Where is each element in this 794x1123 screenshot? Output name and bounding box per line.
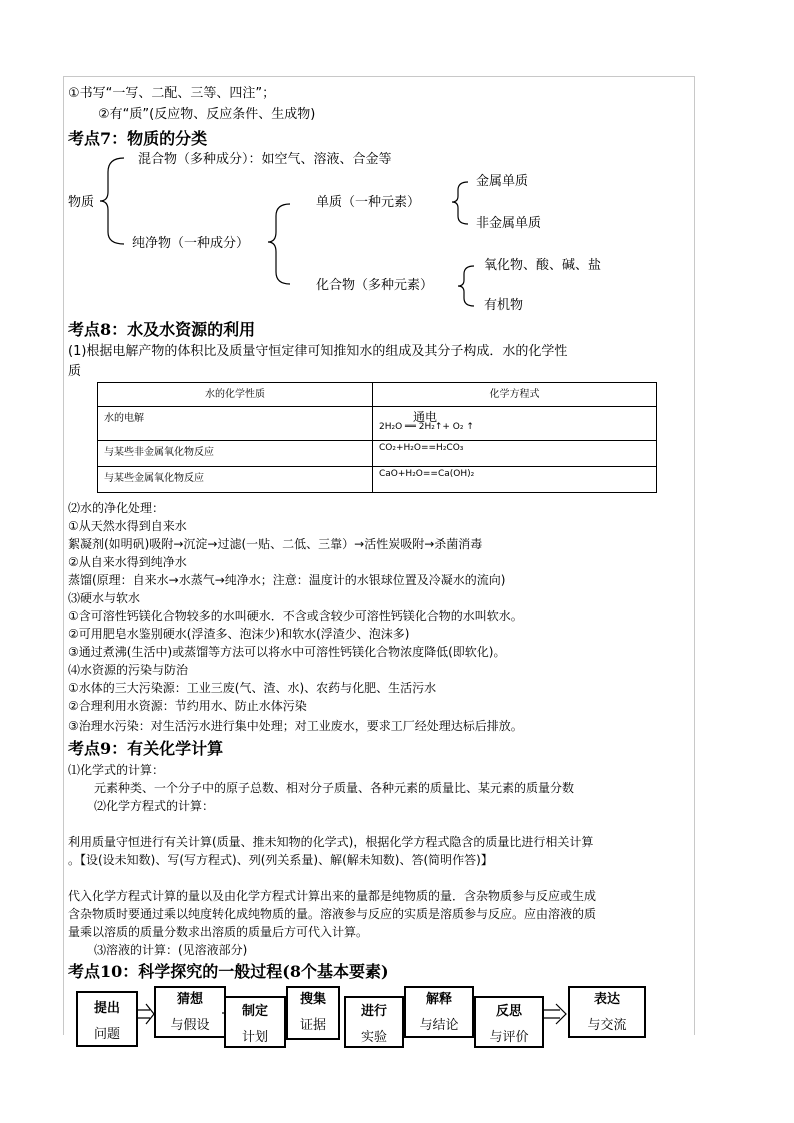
text-line: ②可用肥皂水鉴别硬水(浮渣多、泡沫少)和软水(浮渣少、泡沫多)	[68, 627, 410, 641]
tree-matter: 物质	[68, 195, 95, 210]
text-line: 利用质量守恒进行有关计算(质量、推未知物的化学式)，根据化学方程式隐含的质量比进行相关计算	[68, 835, 594, 849]
text-line: 量乘以溶质的质量分数求出溶质的质量后方可代入计算。	[68, 925, 369, 939]
step-label: 与交流	[587, 1018, 627, 1033]
step-label: 计划	[241, 1030, 268, 1045]
heading-8: 考点8：水及水资源的利用	[68, 320, 256, 339]
tree-mixture: 混合物（多种成分）：如空气、溶液、合金等	[138, 152, 392, 167]
text-line: ①从天然水得到自来水	[68, 519, 187, 533]
text-line: ⑷水资源的污染与防治	[68, 663, 189, 677]
text-line: ②合理利用水资源：节约用水、防止水体污染	[68, 699, 307, 713]
step-label: 搜集	[299, 992, 326, 1007]
equation-condition: 通电	[413, 410, 438, 424]
text-line: ⑵化学方程式的计算：	[94, 799, 215, 813]
text-line: 絮凝剂(如明矾)吸附→沉淀→过滤(一贴、二低、三靠）→活性炭吸附→杀菌消毒	[68, 537, 483, 551]
text-line: ②从自来水得到纯净水	[68, 555, 187, 569]
step-label: 解释	[425, 992, 452, 1007]
table-cell: 与某些金属氧化物反应	[98, 467, 373, 493]
text-line: ②有“质”(反应物、反应条件、生成物)	[98, 107, 316, 122]
step-label: 反思	[495, 1004, 522, 1019]
table-cell: CO₂+H₂O==H₂CO₃	[373, 441, 657, 467]
tree-metal: 金属单质	[476, 174, 529, 189]
text-line: ①含可溶性钙镁化合物较多的水叫硬水．不含或含较少可溶性钙镁化合物的水叫软水。	[68, 609, 523, 623]
text-line: 质	[68, 364, 82, 379]
step-label: 猜想	[176, 992, 203, 1007]
step-label: 进行	[360, 1004, 387, 1019]
text-line: ③通过煮沸(生活中)或蒸馏等方法可以将水中可溶性钙镁化合物浓度降低(即软化)。	[68, 645, 506, 659]
text-line: 含杂物质时要通过乘以纯度转化成纯物质的量。溶液参与反应的实质是溶质参与反应。应由溶液的质	[68, 907, 597, 921]
heading-9: 考点9：有关化学计算	[68, 739, 224, 758]
step-label: 与结论	[419, 1018, 459, 1033]
heading-7: 考点7：物质的分类	[68, 129, 208, 148]
text-line: 蒸馏(原理：自来水→水蒸气→纯净水；注意：温度计的水银球位置及冷凝水的流向)	[68, 573, 506, 587]
equation: 2H₂O ══ 2H₂↑+ O₂ ↑	[379, 422, 474, 432]
step-label: 实验	[360, 1030, 387, 1045]
table-cell: CaO+H₂O==Ca(OH)₂	[373, 467, 657, 493]
text-line: 。【设(设未知数)、写(写方程式)、列(列关系量)、解(解未知数)、答(简明作答)】	[68, 853, 493, 867]
step-label: 问题	[93, 1027, 120, 1042]
text-line: 代入化学方程式计算的量以及由化学方程式计算出来的量都是纯物质的量．含杂物质参与反应或生成	[68, 889, 597, 903]
heading-10: 考点10：科学探究的一般过程(8个基本要素)	[68, 962, 389, 981]
step-label: 提出	[93, 1001, 120, 1016]
tree-nonmetal: 非金属单质	[476, 216, 542, 231]
tree-element: 单质（一种元素）	[316, 195, 421, 210]
text-line: 元素种类、一个分子中的原子总数、相对分子质量、各种元素的质量比、某元素的质量分数	[94, 781, 575, 795]
text-line: ⑴化学式的计算：	[68, 763, 165, 777]
table-cell: 与某些非金属氧化物反应	[98, 441, 373, 467]
table-header: 水的化学性质	[98, 383, 373, 407]
text-line: ①书写“一写、二配、三等、四注”；	[68, 86, 276, 101]
step-label: 与假设	[170, 1018, 210, 1033]
tree-organic: 有机物	[484, 298, 524, 313]
tree-pure: 纯净物（一种成分）	[132, 236, 250, 251]
tree-compound: 化合物（多种元素）	[316, 278, 434, 293]
table-header: 化学方程式	[373, 383, 657, 407]
step-label: 证据	[299, 1018, 326, 1033]
table-cell: 水的电解	[98, 407, 373, 441]
tree-oxides: 氧化物、酸、碱、盐	[484, 258, 602, 273]
step-label: 表达	[593, 992, 620, 1007]
text-line: (1)根据电解产物的体积比及质量守恒定律可知推知水的组成及其分子构成．水的化学性	[68, 344, 568, 359]
text-line: ③治理水污染：对生活污水进行集中处理；对工业废水，要求工厂经处理达标后排放。	[68, 719, 523, 733]
step-label: 制定	[241, 1004, 268, 1019]
text-line: ①水体的三大污染源：工业三废(气、渣、水)、农药与化肥、生活污水	[68, 681, 437, 695]
text-line: ⑵水的净化处理：	[68, 501, 165, 515]
text-line: ⑶溶液的计算：(见溶液部分)	[94, 943, 248, 957]
step-label: 与评价	[489, 1030, 529, 1045]
text-line: ⑶硬水与软水	[68, 591, 141, 605]
